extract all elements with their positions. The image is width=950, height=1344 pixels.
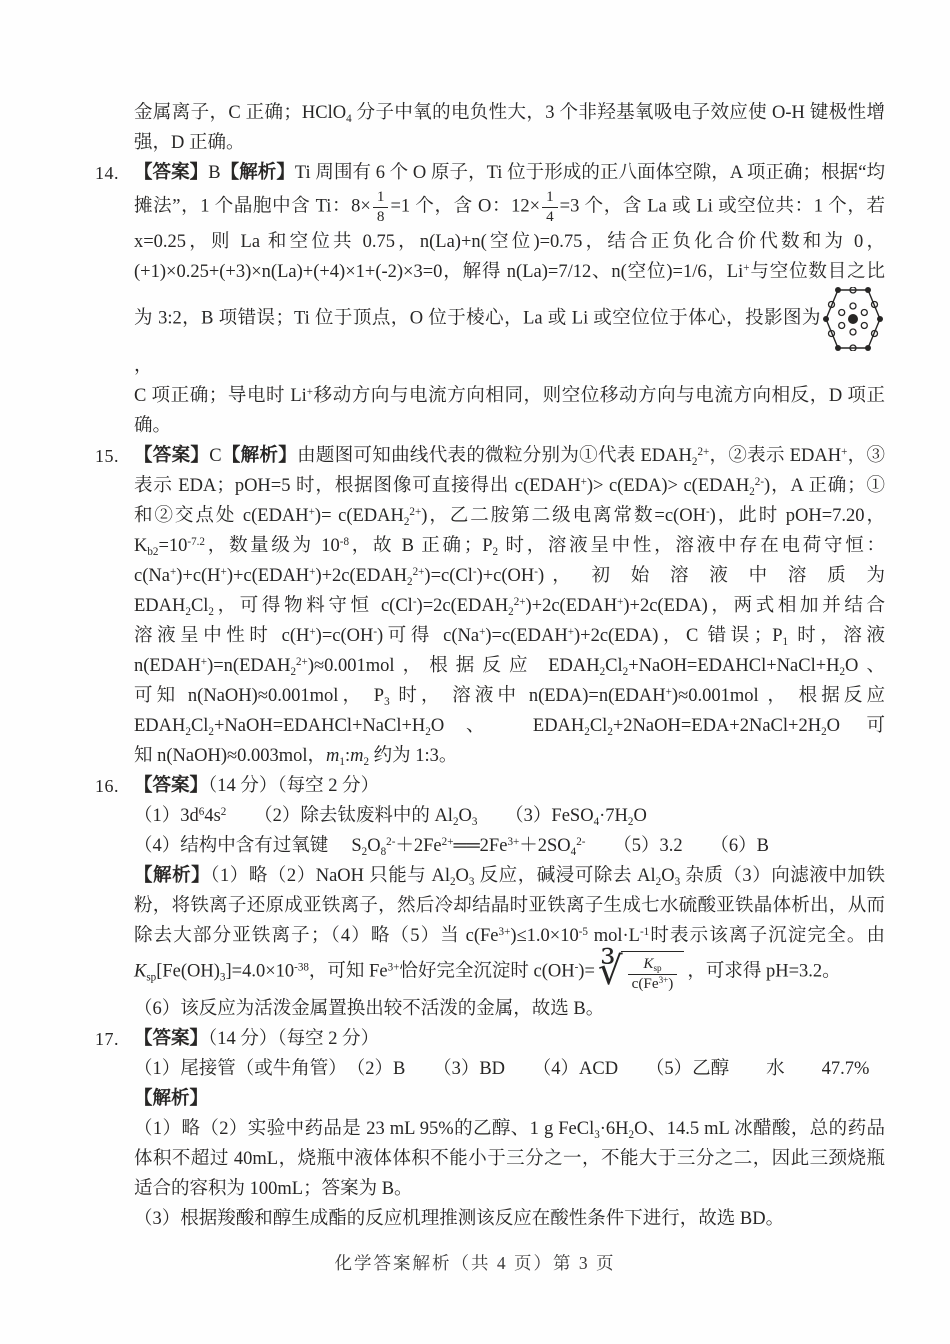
item-number: 16. bbox=[95, 775, 119, 796]
item-number: 15. bbox=[95, 445, 119, 466]
answer-item bbox=[95, 158, 885, 441]
text-line: (+1)×0.25+(+3)×n(La)+(+4)×1+(-2)×3=0，解得 n(La)=7/12、n(空位)=1/6，Li+与空位数目之比 bbox=[134, 261, 885, 282]
item-number: 14. bbox=[95, 163, 119, 183]
text-line: （4）结构中含有过氧键 $S_2O_8^{2-}+2Fe^{2+}══2Fe^{3+}+2SO_4^{2-}$ （5）3.2 （6）B bbox=[134, 835, 769, 858]
text-line: 【答案】C【解析】由题图可知曲线代表的微粒分别为①代表 $EDAH_2^{2+}$，②表示 EDAH+，③ bbox=[134, 445, 885, 468]
text-line: 和②交点处 c(EDAH+)= $c(EDAH_2^{2+})$，乙二胺第二级电离常数=c(OH-)，此时 pOH=7.20， bbox=[134, 505, 885, 528]
item-lines bbox=[134, 1024, 885, 1234]
text-line: （1）略（2）实验中药品是 23 mL 95%的乙醇、1 g $FeCl_3\cdot 6H_2O$、14.5 mL 冰醋酸，总的药品 bbox=[134, 1118, 885, 1141]
text-line: 除去大部分亚铁离子；（4）略（5）当 $c(Fe^{3+})\le 1.0\times 10^{-5}$ $mol\cdot L^{-1}$时表示该离子沉淀完全。由 bbox=[134, 925, 885, 946]
item-lines bbox=[134, 441, 885, 771]
item-lines bbox=[134, 98, 885, 158]
answer-item bbox=[95, 771, 885, 1024]
stacked-fraction: $\frac{1}{8}$ bbox=[373, 188, 389, 227]
answer-item bbox=[95, 98, 885, 158]
text-line: 体积不超过 40mL，烧瓶中液体体积不能小于三分之一，不能大于三分之二，因此三颈烧瓶 bbox=[134, 1148, 885, 1169]
text-line: 为 3:2，B 项错误；Ti 位于顶点，O 位于棱心，La 或 Li 或空位位于体心，投影图为， bbox=[134, 287, 885, 381]
text-line: 表示 EDA；pOH=5 时，根据图像可直接得出 c(EDAH+)> $c(EDA)> c(EDAH_2^{2-})$，A 正确；① bbox=[134, 475, 885, 498]
text-line: $n(EDAH^+)=n(EDAH_2^{2+})\approx 0.001mol$，根据反应 $EDAH_2Cl_2+NaOH=EDAHCl+NaCl+H_2O$、 bbox=[134, 655, 885, 678]
text-line: 【解析】（1）略（2）NaOH 只能与 $Al_2O_3$ 反应，碱浸可除去 $Al_2O_3$ 杂质（3）向滤液中加铁 bbox=[134, 865, 885, 888]
text-line: 知 n(NaOH)≈0.003mol，$m_1:m_2$ 约为 1:3。 bbox=[134, 745, 458, 768]
text-line: $K_{b2}=10^{-7.2}$，数量级为 $10^{-8}$，故 B 正确；$P_2$ 时，溶液呈中性，溶液中存在电荷守恒： bbox=[134, 535, 885, 558]
text-line: 【答案】（14 分）（每空 2 分） bbox=[134, 775, 380, 796]
text-line: （3）根据羧酸和醇生成酯的反应机理推测该反应在酸性条件下进行，故选 BD。 bbox=[134, 1208, 785, 1229]
text-line: 溶液呈中性时 c(H+)=c(OH-)可得 c(Na+)=c(EDAH+)+2c(EDA)，C 错误；$P_1$ 时，溶液 bbox=[134, 625, 885, 648]
text-line: C 项正确；导电时 Li+移动方向与电流方向相同，则空位移动方向与电流方向相反，D 项正 bbox=[134, 385, 885, 406]
crystal-projection-diagram-icon bbox=[822, 287, 884, 351]
text-line: x=0.25，则 La 和空位共 0.75，n(La)+n(空位)=0.75，结合正负化合价代数和为 0， bbox=[134, 231, 885, 252]
text-line: 摊法”，1 个晶胞中含 Ti：8× $\frac{1}{8}$ =1 个，含 O：12× $\frac{1}{4}$ =3 个，含 La 或 Li 或空位共：1 个，若 bbox=[134, 188, 886, 225]
text-line: $EDAH_2Cl_2$，可得物料守恒 $c(Cl^-)=2c(EDAH_2^{2+})+2c(EDAH^+)+2c(EDA)$，两式相加并结合 bbox=[134, 595, 885, 618]
stacked-fraction: $\frac{1}{4}$ bbox=[542, 188, 558, 227]
page-footer: 化学答案解析（共 4 页）第 3 页 bbox=[334, 1253, 616, 1273]
cube-root-expression: ∛ $\frac{K_{sp}}{c(Fe^{3+})}$ bbox=[598, 951, 684, 994]
text-line: 【答案】（14 分）（每空 2 分） bbox=[134, 1028, 380, 1049]
text-line: 粉，将铁离子还原成亚铁离子，然后冷却结晶时亚铁离子生成七水硫酸亚铁晶体析出，从而 bbox=[134, 895, 885, 916]
answer-content bbox=[95, 98, 885, 1234]
text-line: $(1)3d^64s^2$ （2）除去钛废料中的 $Al_2O_3$ $(3)FeSO_4\cdot 7H_2O$ bbox=[134, 805, 647, 828]
text-line: 金属离子，C 正确；HClO$_4$ 分子中氧的电负性大，3 个非羟基氧吸电子效应使 O-H 键极性增 bbox=[134, 103, 885, 125]
item-lines bbox=[134, 158, 885, 441]
answer-item bbox=[95, 1024, 885, 1234]
answer-item bbox=[95, 441, 885, 771]
text-line: 确。 bbox=[134, 415, 172, 436]
text-line: 强，D 正确。 bbox=[134, 133, 245, 153]
item-lines bbox=[134, 771, 885, 1024]
text-line: 可知 n(NaOH)≈0.001mol， $P_3$ 时， 溶液中 n(EDA)=n(EDAH+)≈0.001mol ， 根据反应 bbox=[134, 685, 885, 708]
text-line: （1）尾接管（或牛角管） （2）B （3）BD （4）ACD （5）乙醇 水 47.7% bbox=[134, 1058, 870, 1079]
text-line: 适合的容积为 100mL；答案为 B。 bbox=[134, 1178, 413, 1199]
item-number: 17. bbox=[95, 1028, 119, 1049]
text-line: $c(Na^+)+c(H^+)+c(EDAH^+)+2c(EDAH_2^{2+})=c(Cl^-)+c(OH^-)$， 初 始 溶 液 中 溶 质 为 bbox=[134, 565, 885, 588]
text-line: $K_{sp}[Fe(OH)_3]=4.0\times 10^{-38}$，可知 $Fe^{3+}$恰好完全沉淀时 c(OH-)= ∛ $\frac{K_{sp}}{c(Fe^{3+})}$ ，可求得 pH=3.2。 bbox=[134, 949, 841, 993]
items bbox=[95, 98, 885, 1234]
text-line: 【解析】 bbox=[134, 1088, 209, 1109]
text-line: 【答案】B【解析】Ti 周围有 6 个 O 原子，Ti 位于形成的正八面体空隙，A 项正确；根据“均 bbox=[134, 163, 885, 183]
text-line: $EDAH_2Cl_2+NaOH=EDAHCl+NaCl+H_2O$、 $EDAH_2Cl_2+2NaOH=EDA+2NaCl+2H_2O$ 可 bbox=[134, 715, 885, 738]
radical-sign: ∛ bbox=[597, 949, 623, 993]
text-line: （6）该反应为活泼金属置换出较不活泼的金属，故选 B。 bbox=[134, 998, 605, 1019]
